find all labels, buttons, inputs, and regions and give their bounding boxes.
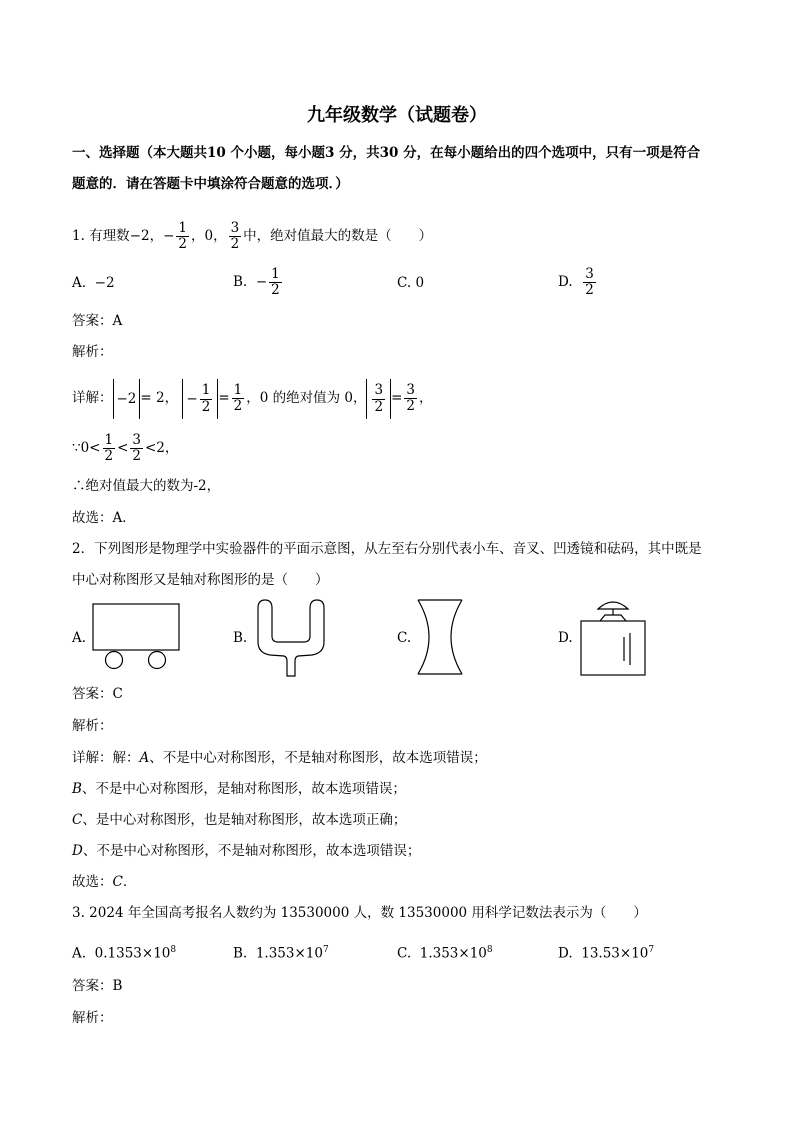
q1-answer: 答案：A (72, 313, 123, 329)
option-exponent: 7 (648, 945, 655, 955)
detail-text: 、不是中心对称图形，不是轴对称图形，故本选项错误； (82, 843, 421, 859)
q2-detail-c (72, 811, 406, 829)
q2-option-b-label: B. (233, 630, 248, 646)
option-label: C. (397, 275, 412, 291)
fraction-numerator: 3 (406, 381, 415, 398)
because-end: <2， (145, 440, 179, 456)
q2-answer: 答案：C (72, 686, 123, 702)
equals-sign: = (391, 390, 403, 406)
cart-figure (92, 603, 182, 671)
option-value: 0 (415, 275, 425, 291)
option-value: −2 (94, 275, 115, 291)
tuning-fork-figure (250, 598, 332, 678)
option-fraction (583, 265, 596, 298)
option-base: 13.53×10 (581, 945, 649, 962)
concave-lens-figure (414, 598, 466, 676)
option-letter: B (72, 781, 82, 797)
less-than: < (117, 440, 129, 456)
fraction (130, 431, 143, 464)
fraction (200, 384, 213, 414)
abs-value-neg2 (113, 379, 141, 419)
option-label: D. (558, 274, 573, 290)
fraction-denominator: 2 (104, 448, 114, 464)
fraction-numerator: 1 (201, 382, 211, 398)
q2-choose (72, 873, 136, 891)
weight-figure (578, 597, 648, 677)
neg-sign: − (186, 390, 198, 407)
q1-neg-sign: − (163, 228, 175, 244)
q3-analysis-label: 解析： (72, 1010, 113, 1026)
q1-option-c (397, 274, 424, 292)
fraction-numerator: 3 (374, 382, 384, 398)
option-base: 1.353×10 (255, 945, 323, 962)
option-label: A. (72, 275, 87, 291)
fraction (372, 384, 385, 414)
detail-text: 、是中心对称图形，也是轴对称图形，故本选项正确； (82, 812, 407, 828)
q1-number-neg2: −2 (129, 228, 150, 244)
fraction-denominator: 2 (178, 236, 187, 252)
q3-option-a (72, 941, 176, 963)
fraction-denominator: 2 (271, 282, 280, 298)
q1-option-a (72, 274, 115, 292)
q3-answer: 答案：B (72, 978, 123, 994)
detail-end: ， (418, 390, 433, 406)
section-instructions-line2: 题意的．请在答题卡中填涂符合题意的选项．） (72, 176, 349, 192)
choose-end: ． (122, 874, 137, 890)
because-symbol: ∵ (72, 440, 81, 456)
q1-fraction-three-halves (229, 219, 242, 252)
q2-option-d-label: D. (558, 630, 573, 646)
fraction-numerator: 3 (230, 219, 240, 236)
option-exponent: 7 (322, 945, 329, 955)
fraction-denominator: 2 (233, 398, 243, 414)
because-start: 0< (80, 440, 101, 456)
option-fraction (269, 265, 282, 298)
q1-sep: ， (149, 228, 164, 244)
abs-value-neg-half (182, 379, 218, 419)
equals-sign: = (218, 390, 230, 406)
detail-label: 详解： (72, 390, 113, 406)
q1-fraction-half (176, 219, 189, 252)
q1-prefix: 1. 有理数 (72, 228, 130, 244)
abs-content: −2 (116, 390, 137, 407)
q3-stem: 3. 2024 年全国高考报名人数约为 13530000 人，数 13530000 用科学记数法表示为（ ） (72, 905, 647, 921)
detail-text: 、不是中心对称图形，不是轴对称图形，故本选项错误； (149, 750, 487, 766)
option-letter: C (112, 874, 123, 890)
fraction-denominator: 2 (585, 282, 594, 298)
option-neg-sign: − (255, 274, 268, 290)
q1-choose: 故选：A． (72, 510, 136, 526)
option-base: 0.1353×10 (94, 945, 171, 962)
q3-option-b (233, 941, 329, 963)
q2-analysis-label: 解析： (72, 718, 113, 734)
q1-detail-line (72, 378, 432, 419)
q1-option-b (233, 264, 284, 300)
detail-prefix: 详解：解： (72, 750, 140, 766)
q1-analysis-label: 解析： (72, 344, 113, 360)
fraction-numerator: 1 (271, 265, 280, 282)
option-letter: A (139, 750, 150, 766)
fraction (103, 431, 116, 464)
q2-option-c-label: C. (397, 630, 412, 646)
fraction-denominator: 2 (374, 398, 384, 415)
q2-option-a-label: A. (72, 630, 87, 646)
q1-because-line (72, 428, 178, 468)
section-instructions-line1: 一、选择题（本大题共10 个小题，每小题3 分，共30 分，在每小题给出的四个选项中，只有一项是符合 (72, 145, 701, 161)
option-letter: C (72, 812, 83, 828)
option-letter: D (72, 843, 83, 859)
q2-stem-line1: 2．下列图形是物理学中实验器件的平面示意图，从左至右分别代表小车、音叉、凹透镜和砝码，其中既是 (72, 541, 702, 557)
fraction-numerator: 1 (233, 381, 243, 398)
fraction-denominator: 2 (132, 448, 141, 464)
q1-therefore: ∴绝对值最大的数为-2， (72, 478, 221, 494)
q3-option-c (397, 941, 493, 963)
detail-mid-text: ，0 的绝对值为 0， (246, 390, 367, 406)
fraction (232, 381, 245, 414)
option-label: C. (397, 945, 412, 962)
fraction (404, 381, 417, 414)
q1-option-d (558, 264, 598, 300)
option-exponent: 8 (486, 945, 493, 955)
q2-detail-d (72, 842, 420, 860)
fraction-denominator: 2 (406, 398, 415, 414)
page-title: 九年级数学（试题卷） (307, 105, 487, 126)
q2-stem-line2: 中心对称图形又是轴对称图形的是（ ） (72, 572, 329, 588)
fraction-numerator: 3 (585, 265, 594, 282)
question-1-stem (72, 218, 432, 254)
fraction-denominator: 2 (201, 398, 211, 415)
q1-sep-zero: ，0， (190, 228, 227, 244)
option-label: D. (558, 945, 573, 962)
q2-detail-b (72, 780, 406, 798)
fraction-numerator: 1 (178, 219, 187, 236)
fraction-denominator: 2 (230, 236, 240, 252)
equals-2: = 2， (140, 390, 179, 406)
q1-suffix: 中，绝对值最大的数是（ ） (243, 228, 433, 244)
q3-option-d (558, 941, 654, 963)
choose-prefix: 故选： (72, 874, 113, 890)
option-base: 1.353×10 (419, 945, 487, 962)
option-label: B. (233, 274, 248, 290)
option-label: B. (233, 945, 248, 962)
fraction-numerator: 3 (132, 431, 141, 448)
fraction-numerator: 1 (104, 431, 114, 448)
q2-detail-a (72, 749, 487, 767)
abs-value-three-halves (366, 379, 391, 419)
option-exponent: 8 (170, 945, 177, 955)
detail-text: 、不是中心对称图形，是轴对称图形，故本选项错误； (81, 781, 406, 797)
option-label: A. (72, 945, 87, 962)
